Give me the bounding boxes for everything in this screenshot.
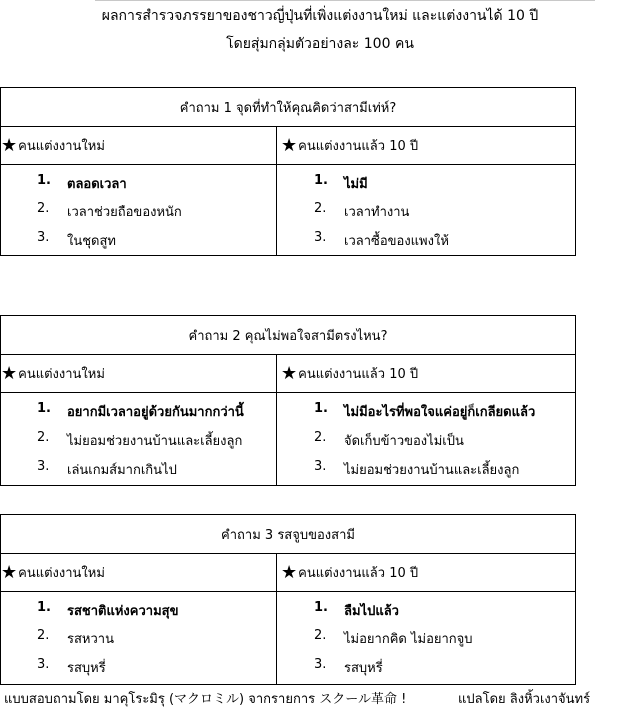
column-header-married-10-years (277, 554, 575, 591)
star-icon: ★ (1, 134, 18, 156)
column-header-newlywed (1, 554, 277, 591)
question-1-column-headers (1, 127, 575, 165)
answers-married-10-years: 1. ลืมไปแล้ว 2. ไม่อยากคิด ไม่อยากจูบ 3. รสบุหรี่ (314, 600, 473, 676)
question-3-answers (1, 592, 575, 685)
column-header-married-10-years (277, 127, 575, 164)
column-header-label: คนแต่งงานใหม่ (18, 139, 105, 154)
question-2-table (0, 315, 576, 486)
answers-newlywed: 1. อยากมีเวลาอยู่ด้วยกันมากกว่านี้ 2. ไม่ยอมช่วยงานบ้านและเลี้ยงลูก 3. เล่นเกมส์มากเกินไป (1, 393, 277, 486)
column-header-label: คนแต่งงานใหม่ (18, 367, 105, 382)
page-subtitle: โดยสุ่มกลุ่มตัวอย่างละ 100 คน (226, 36, 414, 52)
translator-credit: แปลโดย ลิงหิ้วเงาจันทร์ (458, 692, 591, 707)
column-header-label: คนแต่งงานแล้ว 10 ปี (298, 566, 419, 581)
star-icon: ★ (1, 362, 18, 384)
answers-married-10-years: 1. ไม่มีอะไรที่พอใจแค่อยู่ก็เกลียดแล้ว 2. จัดเก็บข้าวของไม่เป็น 3. ไม่ยอมช่วยงานบ้านและเลี้ยงลูก (314, 401, 536, 478)
question-1-table (0, 87, 576, 256)
question-2-answers (1, 393, 575, 486)
answers-newlywed: 1. ตลอดเวลา 2. เวลาช่วยถือของหนัก 3. ในชุดสูท (1, 165, 277, 256)
column-header-newlywed (1, 355, 277, 392)
question-1-title: คำถาม 1 จุดที่ทำให้คุณคิดว่าสามีเท่ห์? (1, 88, 575, 127)
question-2-title: คำถาม 2 คุณไม่พอใจสามีตรงไหน? (1, 316, 575, 355)
star-icon: ★ (281, 561, 298, 583)
column-header-label: คนแต่งงานแล้ว 10 ปี (298, 367, 419, 382)
question-1-answers (1, 165, 575, 256)
question-3-table (0, 514, 576, 685)
column-header-married-10-years (277, 355, 575, 392)
star-icon: ★ (281, 134, 298, 156)
answers-married-10-years: 1. ไม่มี 2. เวลาทำงาน 3. เวลาซื้อของแพงให้ (314, 173, 449, 249)
answers-newlywed: 1. รสชาติแห่งความสุข 2. รสหวาน 3. รสบุหรี่ (1, 592, 277, 685)
question-3-title: คำถาม 3 รสจูบของสามี (1, 515, 575, 554)
column-header-label: คนแต่งงานใหม่ (18, 566, 105, 581)
top-divider-line (95, 0, 595, 1)
survey-source-credit: แบบสอบถามโดย มาคุโระมิรุ (マクロミル) จากรายการ スクール革命 ! (4, 692, 407, 707)
page-title: ผลการสำรวจภรรยาของชาวญี่ปุ่นที่เพิ่งแต่งงานใหม่ และแต่งงานได้ 10 ปี (101, 8, 539, 24)
star-icon: ★ (281, 362, 298, 384)
question-2-column-headers (1, 355, 575, 393)
question-3-column-headers (1, 554, 575, 592)
column-header-newlywed (1, 127, 277, 164)
column-header-label: คนแต่งงานแล้ว 10 ปี (298, 139, 419, 154)
star-icon: ★ (1, 561, 18, 583)
